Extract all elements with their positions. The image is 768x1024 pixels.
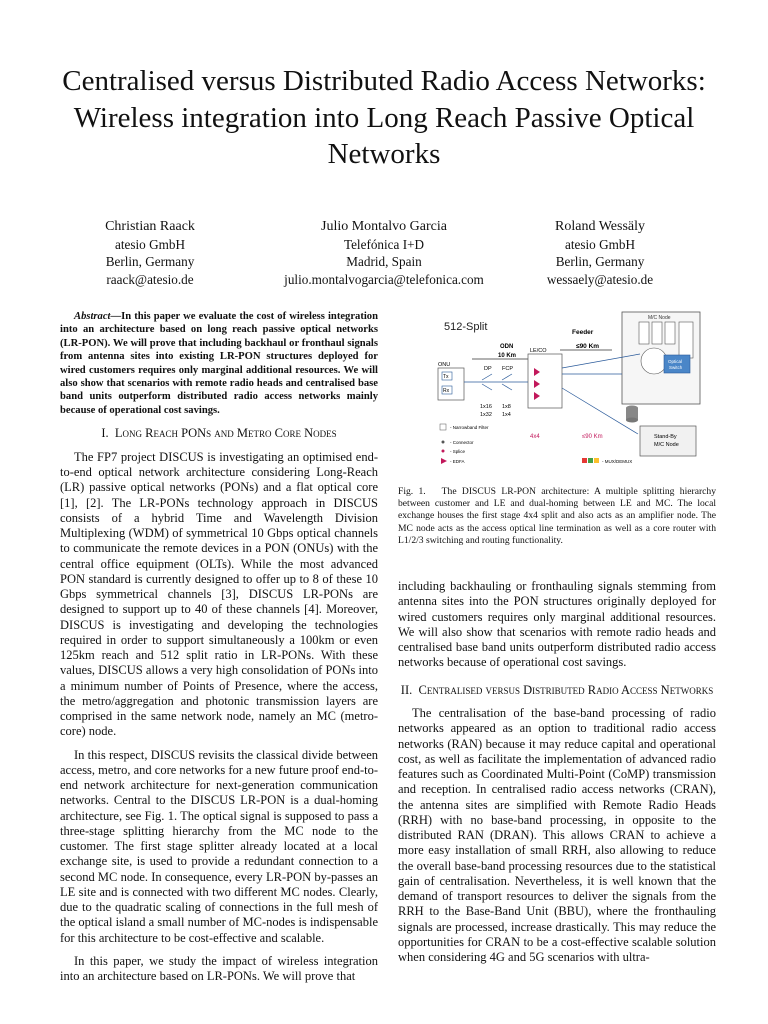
feeder-km-label: ≤90 Km: [576, 343, 600, 350]
abstract: [60, 310, 378, 417]
author-org: Telefónica I+D: [343, 236, 425, 252]
author-2: [274, 218, 494, 288]
column-2-paragraph-1: including backhauling or fronthauling signals stemming from antenna sites into the PON structures originally deployed for wired customers requires only marginal additional resources. We will also show that scenarios with remote radio heads and centralised base band units outperform distributed radio access networks because of operational cost savings.: [398, 579, 716, 670]
onu-label: ONU: [438, 362, 451, 368]
fcp-label: FCP: [502, 366, 513, 372]
splitter-4x4: 4x4: [530, 434, 540, 440]
splitter-1x16: 1x16: [480, 404, 492, 410]
split-label: 512-Split: [444, 321, 488, 333]
feeder-label: Feeder: [572, 329, 594, 336]
abstract-text: —In this paper we evaluate the cost of wireless integration into an architecture based on long reach passive optical networks (LR-PON). We will prove that including backhaul or fronthaul signals from antenna sites into existing LR-PON structures deployed for wired customers requires only marginal additional resources. We will also show that scenarios with remote radio heads and centralised base band units outperform distributed radio access networks mainly because of operational cost savings.: [60, 311, 378, 416]
caption-text: The DISCUS LR-PON architecture: A multiple splitting hierarchy between customer and LE and dual-homing between LE and MC. The local exchange houses the first stage 4x4 split and also acts as an amplifier node. The MC node acts as the access optical line termination as well as a core router with L1/2/3 switching and routing functionality.: [398, 486, 716, 546]
feeder-km-label-2: ≤90 Km: [582, 434, 603, 440]
section-1-heading: [60, 426, 378, 442]
legend-edfa: - EDFA: [450, 459, 465, 464]
dp-label: DP: [484, 366, 492, 372]
le-co-label: LE/CO: [530, 348, 547, 354]
author-email: raack@atesio.de: [106, 271, 194, 287]
section-2-paragraph-1: The centralisation of the base-band processing of radio networks appeared as an option to traditional radio access networks (RAN) because it may reduce capital and operational cost, as well as facilitate the implementation of advanced radio features such as Coordinated Multi-Point (CoMP) transmission and reception. In centralised radio access networks (CRAN), the antenna sites are simplified with Remote Radio Heads (RRH) with no base-band processing, in opposite to the distributed RAN (DRAN). This allows CRAN to achieve a more easy installation of small RRH, also allowing to reduce the overall base-band processing resources due to the statistical gain of centralisation. Nevertheless, it is well known that the demand of transport resources to deliver the signals from the RRH to the Base-Band Unit (BBU), where the fronthauling signals are processed, increase drastically. This may reduce the opportunities for CRAN to be a cost-effective scalable solution when considering 4G and 5G scenarios with ultra-: [398, 706, 716, 965]
author-location: Madrid, Spain: [346, 254, 422, 269]
rx-label: Rx: [443, 388, 450, 394]
figure-1-diagram: [432, 308, 716, 474]
standby-label-1: Stand-By: [654, 434, 677, 440]
odn-km-label: 10 Km: [498, 353, 517, 359]
author-org: atesio GmbH: [115, 236, 185, 252]
legend-connector: - Connector: [450, 440, 474, 445]
splitter-1x32: 1x32: [480, 412, 492, 418]
odn-label: ODN: [500, 344, 514, 350]
author-location: Berlin, Germany: [555, 254, 645, 269]
author-1: [70, 218, 230, 288]
optical-switch-label-1: Optical: [668, 359, 683, 364]
section-1-paragraph-2: In this respect, DISCUS revisits the classical divide between access, metro, and core networks for a new future proof end-to-end network architecture for next-generation communication networks. Central to the DISCUS LR-PON is a dual-homing architecture, see Fig. 1. The optical signal is supposed to pass a three-stage splitting hierarchy from the MC node to the customer. The first stage splitter already located at a local exchange site, is used to provide a redundant connection to a second MC node. In consequence, every LR-PON by-passes an LE site and is connected with two different MC nodes. Clearly, due to the quadratic scaling of connections in the full mesh of the optical island a small number of MC-nodes is indispensable for this architecture to be cost-effective and scalable.: [60, 747, 378, 945]
section-1-paragraph-3: In this paper, we study the impact of wireless integration into an architecture based on LR-PONs. We will prove that: [60, 953, 378, 983]
author-email: julio.montalvogarcia@telefonica.com: [284, 271, 484, 287]
figure-1-caption: [398, 486, 716, 547]
legend-splice: - Splice: [450, 449, 466, 454]
author-name: Julio Montalvo Garcia: [321, 219, 447, 234]
right-column: [398, 486, 716, 965]
standby-mc-node-box: [640, 426, 696, 456]
author-email: wessaely@atesio.de: [546, 271, 654, 287]
abstract-label: Abstract: [74, 311, 111, 322]
author-3: [520, 218, 680, 288]
legend-mux-demux: - MUX/DEMUX: [602, 459, 633, 464]
le-co-box: [528, 354, 562, 408]
section-title: Centralised versus Distributed Radio Access Networks: [418, 682, 714, 697]
author-name: Roland Wessäly: [555, 219, 645, 234]
author-name: Christian Raack: [105, 219, 195, 234]
standby-label-2: M/C Node: [654, 442, 679, 448]
left-column: [60, 310, 378, 984]
figure-label: Fig. 1.: [398, 486, 426, 497]
section-1-paragraph-1: The FP7 project DISCUS is investigating an optimised end-to-end optical network architecture considering Long-Reach (LR) passive optical networks (PONs) and a flat optical core [1], [2]. The LR-PONs technology approach in DISCUS consists of a hybrid Time and Wavelength Division Multiplexing (WDM) of symmetrical 10 Gbps optical channels to communicate the remote devices in a PON (ONUs) with the central office equipment (OLTs). While the most advanced PON standard is currently designed to offer up to 8 of these 10 Gbps symmetrical channels [3], DISCUS LR-PONs are designed to support up to 40 of these channels [4]. Moreover, DISCUS is investigating and developing the technologies required in order to support simultaneously a 100km or even 125km reach and 512 split ratio in LR-PONs. With these values, DISCUS allows a very high consolidation of PONs into a minimum number of Points of Presence, where the access, the metro/aggregation and photonic transmission layers are comprised in the same network node, namely an MC (metro-core) node.: [60, 449, 378, 739]
splitter-1x8: 1x8: [502, 404, 511, 410]
section-number: II.: [400, 682, 413, 697]
author-location: Berlin, Germany: [105, 254, 195, 269]
optical-switch-label-2: Switch: [669, 365, 683, 370]
section-2-heading: [398, 683, 716, 699]
splitter-1x4: 1x4: [502, 412, 511, 418]
tx-label: Tx: [443, 374, 449, 380]
section-number: I.: [101, 426, 109, 441]
legend-narrowband-filter: - Narrowband Filter: [450, 425, 489, 430]
author-org: atesio GmbH: [565, 236, 635, 252]
section-title: Long Reach PONs and Metro Core Nodes: [114, 426, 337, 441]
mc-node-label: M/C Node: [648, 315, 671, 321]
paper-title: Centralised versus Distributed Radio Access Networks: Wireless integration into Long Reach Passive Optical Networks: [62, 65, 706, 170]
